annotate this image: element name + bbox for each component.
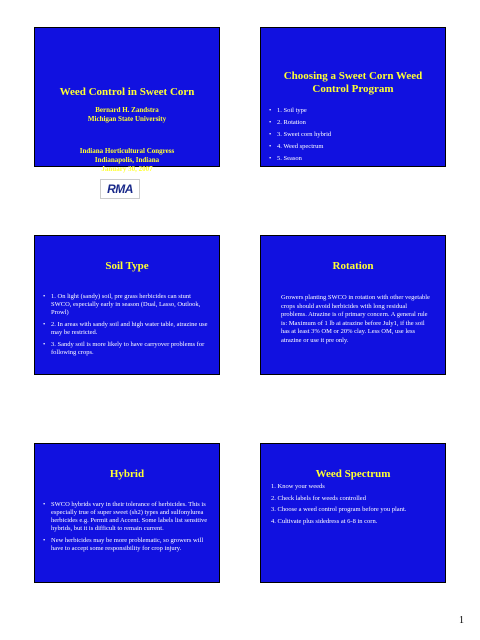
hybrid-list [43,501,211,557]
event-location: Indianapolis, Indiana [94,156,160,164]
slide-hybrid [34,443,220,583]
event-name: Indiana Horticultural Congress [79,147,175,155]
author-name: Bernard H. Zandstra [95,106,159,114]
rma-logo [100,179,140,199]
slide-soil-type [34,235,220,375]
list-item: 2. Check labels for weeds controlled [271,494,366,502]
slide-rotation [260,235,446,375]
rotation-text: Growers planting SWCO in rotation with other vegetable crops should avoid herbicides with long residual problems. Atrazine is of primary concern. A general rule is: Maximum of 1 lb ai atrazine before July1, if the soil has at least 3% OM or 20% clay. Less OM, use less atrazine or use it pre only. [281,294,430,344]
list-item: • 4. Weed spectrum [269,143,437,151]
venue-block [39,147,215,174]
list-item: • 2. In areas with sandy soil and high water table, atrazine use may be restricted. [43,321,211,337]
list-item: 3. Choose a weed control program before you plant. [271,506,407,513]
list-item: • 1. On light (sandy) soil, pre grass herbicides can stunt SWCO, especially early in season (Dual, Lasso, Outlook, Prowl) [43,293,211,317]
list-item: • 3. Sweet corn hybrid [269,131,437,139]
slide-hybrid-heading: Hybrid [109,468,145,480]
list-item: • SWCO hybrids vary in their tolerance of herbicides. This is especially true of super sweet (sh2) types and sulfonylurea herbicides e.g. Permit and Accent. Some labels list sensitive hybrids, but it is difficult to remain current. [43,501,211,533]
slide-title-heading: Weed Control in Sweet Corn [59,86,195,98]
page-number: 1 [459,615,464,626]
weed-spectrum-list [271,483,435,529]
slide-weed-spectrum [260,443,446,583]
slide-program-heading: Choosing a Sweet Corn Weed Control Program [283,70,423,95]
slide-weed-spectrum-heading: Weed Spectrum [315,468,391,480]
slide-program [260,27,446,167]
list-item: 4. Cultivate plus sidedress at 6-8 in corn. [271,517,378,525]
list-item: • New herbicides may be more problematic, so growers will have to accept some responsibility for crop injury. [43,537,211,553]
list-item: • 3. Sandy soil is more likely to have carryover problems for following crops. [43,341,211,357]
slide-rotation-heading: Rotation [332,260,374,272]
list-item: • 5. Season [269,155,437,163]
event-date: January 30, 2007 [101,165,153,173]
author-block [39,106,215,124]
list-item: • 2. Rotation [269,119,437,127]
rma-logo-text: RMA [107,182,133,196]
list-item: 1. Know your weeds [271,483,325,490]
author-affiliation: Michigan State University [87,115,167,123]
program-list [269,107,437,167]
slide-title [34,27,220,173]
slide-soil-type-heading: Soil Type [105,260,149,272]
soil-type-list [43,293,211,361]
list-item: • 1. Soil type [269,107,437,115]
